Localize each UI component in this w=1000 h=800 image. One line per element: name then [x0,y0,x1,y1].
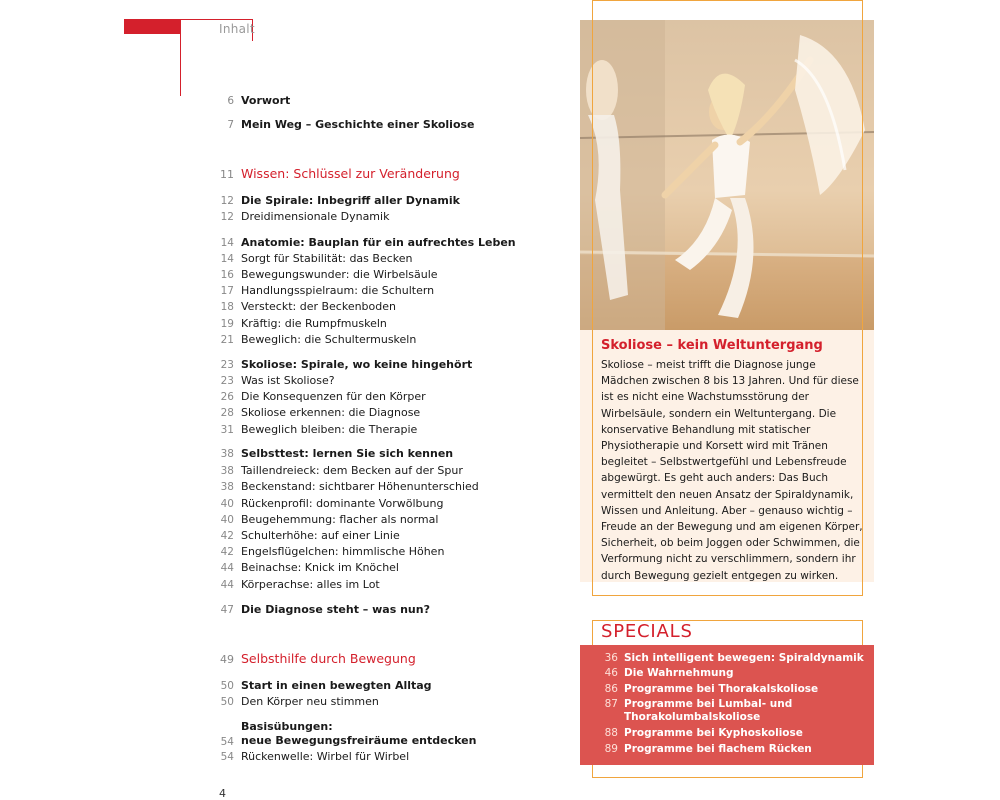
toc-entry[interactable] [200,317,387,330]
toc-title: Skoliose: Spirale, wo keine hingehört [241,358,473,371]
toc-page: 31 [220,424,234,436]
toc-page: 40 [220,514,234,526]
specials-item[interactable] [600,667,734,680]
toc-section[interactable] [200,166,460,181]
toc-title-line-1: Basisübungen: [241,720,333,733]
toc-title: Die Spirale: Inbegriff aller Dynamik [241,194,460,207]
toc-entry[interactable] [200,358,472,371]
toc-title: Schulterhöhe: auf einer Linie [241,529,400,542]
toc-title: Den Körper neu stimmen [241,695,379,708]
toc-title: Kräftig: die Rumpfmuskeln [241,317,387,330]
specials-title-line-2: Thorakolumbalskoliose [624,711,761,723]
page-number: 4 [219,787,226,800]
toc-page: 14 [220,237,234,249]
toc-page: 42 [220,530,234,542]
toc-page: 26 [220,391,234,403]
toc-entry[interactable] [200,374,335,387]
toc-title: Was ist Skoliose? [241,374,335,387]
toc-section[interactable] [200,651,416,666]
toc-entry[interactable] [200,300,396,313]
toc-title: Dreidimensionale Dynamik [241,210,390,223]
toc-entry[interactable] [200,603,430,616]
toc-entry[interactable] [200,423,417,436]
toc-page: 54 [220,736,234,748]
toc-section-title: Wissen: Schlüssel zur Veränderung [241,166,460,181]
toc-title: Beweglich bleiben: die Therapie [241,423,418,436]
toc-entry[interactable] [200,529,400,542]
header-red-tab [124,19,181,34]
specials-title-line-1: Programme bei Lumbal- und [624,698,793,710]
specials-page: 86 [604,683,618,695]
toc-page: 7 [227,119,234,131]
toc-page: 38 [220,481,234,493]
toc-entry[interactable] [200,118,475,131]
toc-section-title: Selbsthilfe durch Bewegung [241,651,416,666]
toc-entry[interactable] [200,390,426,403]
toc-title: Beckenstand: sichtbarer Höhenunterschied [241,480,479,493]
toc-page: 23 [220,375,234,387]
toc-title: Vorwort [241,94,291,107]
specials-title-text: Programme bei Thorakalskoliose [624,683,819,695]
specials-page: 46 [604,667,618,679]
toc-page: 21 [220,334,234,346]
specials-item[interactable] [600,683,818,696]
toc-title: Körperachse: alles im Lot [241,578,380,591]
section-label: Inhalt [219,22,255,36]
toc-title: Beweglich: die Schultermuskeln [241,333,417,346]
toc-entry[interactable] [200,284,434,297]
specials-title-text: Programme bei Kyphoskoliose [624,727,803,739]
toc-page: 40 [220,498,234,510]
toc-entry[interactable] [200,497,443,510]
toc-entry[interactable] [200,333,416,346]
info-text: Skoliose – meist trifft die Diagnose junge Mädchen zwischen 8 bis 13 Jahren. Und für diese ist es nicht eine Wachstumsstörung der Wirbelsäule, sondern ein Weltuntergang. Die konservative Behandlung mit statischer Physiotherapie und Korsett wird mit Tränen begleitet – Selbstwertgefühl und Lebensfreude abgewürgt. Es geht auch anders: Das Buch vermittelt den neuen Ansatz der Spiraldynamik, Wissen und Anleitung. Aber – genauso wichtig – Freude an der Bewegung und am eigenen Körper, Sicherheit, ob beim Joggen oder Schwimmen, die Verformung nicht zu verschlimmern, sondern ihr durch Bewegung gezielt entgegen zu wirken. [601,359,863,582]
toc-page: 44 [220,579,234,591]
toc-title: Versteckt: der Beckenboden [241,300,396,313]
toc-title: Handlungsspielraum: die Schultern [241,284,435,297]
toc-page: 28 [220,407,234,419]
toc-page: 44 [220,562,234,574]
toc-entry[interactable] [200,679,432,692]
toc-entry[interactable] [200,513,438,526]
toc-entry[interactable] [200,194,460,207]
toc-title: Die Konsequenzen für den Körper [241,390,426,403]
toc-title: Engelsflügelchen: himmlische Höhen [241,545,445,558]
toc-title: Start in einen bewegten Alltag [241,679,432,692]
toc-page: 47 [220,604,234,616]
dancer-photo [580,20,874,330]
toc-title: Bewegungswunder: die Wirbelsäule [241,268,438,281]
toc-title: Beinachse: Knick im Knöchel [241,561,399,574]
specials-title-text: Die Wahrnehmung [624,667,734,679]
toc-entry[interactable] [200,236,516,249]
toc-title: Rückenwelle: Wirbel für Wirbel [241,750,410,763]
toc-page: 12 [220,195,234,207]
info-title: Skoliose – kein Weltuntergang [601,338,823,353]
toc-entry[interactable] [200,210,389,223]
specials-page: 87 [604,698,618,710]
toc-page: 49 [220,653,234,666]
specials-title-text: Programme bei flachem Rücken [624,743,812,755]
toc-entry[interactable] [200,561,399,574]
toc-page: 6 [227,95,234,107]
specials-page: 88 [604,727,618,739]
toc-entry[interactable] [200,406,420,419]
specials-item[interactable] [600,727,803,740]
specials-item[interactable] [600,743,812,756]
toc-page: 19 [220,318,234,330]
toc-title: Taillendreieck: dem Becken auf der Spur [241,464,463,477]
toc-page: 11 [220,168,234,181]
toc-page: 38 [220,448,234,460]
toc-title: Skoliose erkennen: die Diagnose [241,406,421,419]
toc-entry[interactable] [200,750,409,763]
toc-title [241,720,476,748]
toc-title: Sorgt für Stabilität: das Becken [241,252,413,265]
specials-item[interactable] [600,698,792,724]
toc-entry[interactable] [200,578,380,591]
toc-title: Rückenprofil: dominante Vorwölbung [241,497,444,510]
toc-title: Anatomie: Bauplan für ein aufrechtes Leben [241,236,516,249]
toc-entry[interactable] [200,480,479,493]
header-rule [181,19,253,20]
toc-entry[interactable] [200,545,444,558]
toc-entry[interactable] [200,268,438,281]
toc-title: Die Diagnose steht – was nun? [241,603,430,616]
specials-page: 36 [604,652,618,664]
toc-entry[interactable] [200,94,290,107]
toc-entry[interactable] [200,720,476,748]
toc-page: 17 [220,285,234,297]
specials-title: SPECIALS [601,621,693,642]
toc-page: 42 [220,546,234,558]
toc-entry[interactable] [200,464,463,477]
header-vertical-rule [180,19,181,96]
toc-page: 50 [220,696,234,708]
toc-page: 18 [220,301,234,313]
toc-page: 14 [220,253,234,265]
toc-page: 50 [220,680,234,692]
toc-page: 38 [220,465,234,477]
toc-entry[interactable] [200,447,453,460]
toc-page: 12 [220,211,234,223]
toc-title: Beugehemmung: flacher als normal [241,513,439,526]
toc-entry[interactable] [200,695,379,708]
toc-page: 23 [220,359,234,371]
toc-page: 54 [220,751,234,763]
toc-title: Mein Weg – Geschichte einer Skoliose [241,118,475,131]
toc-page: 16 [220,269,234,281]
toc-title-line-2: neue Bewegungsfreiräume entdecken [241,734,477,747]
specials-title-text: Sich intelligent bewegen: Spiraldynamik [624,652,864,664]
toc-entry[interactable] [200,252,412,265]
toc-title: Selbsttest: lernen Sie sich kennen [241,447,454,460]
specials-page: 89 [604,743,618,755]
specials-title-text [624,698,792,724]
specials-item[interactable] [600,652,864,665]
